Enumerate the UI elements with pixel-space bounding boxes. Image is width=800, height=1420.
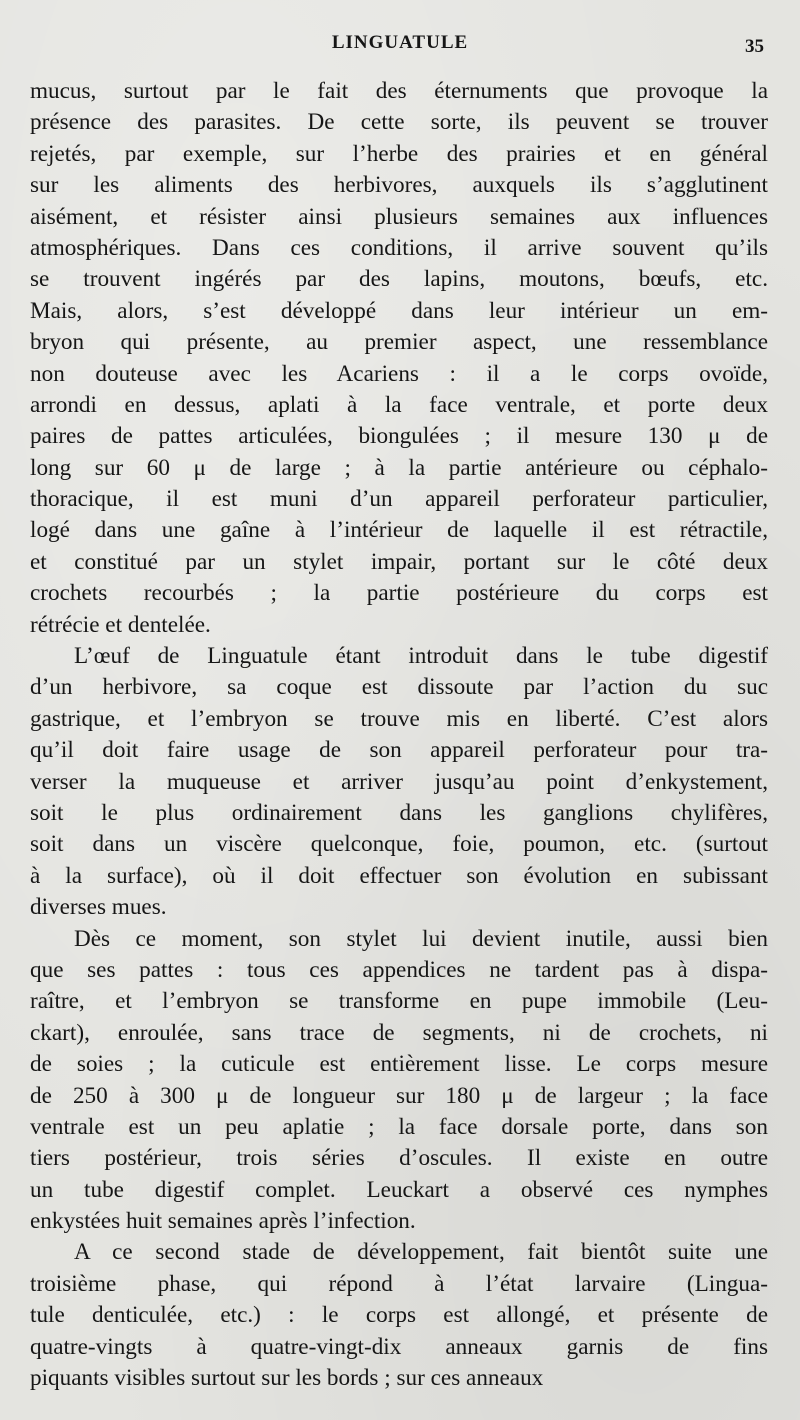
paragraph (30, 924, 768, 1238)
text-line: quatre-vingts à quatre-vingt-dix anneaux garnis de fins (30, 1333, 768, 1360)
paragraph (30, 76, 768, 641)
running-title: LINGUATULE (331, 32, 469, 53)
text-line: sur les aliments des herbivores, auxquels ils s’agglutinent (30, 172, 768, 199)
text-line: diverses mues. (30, 894, 167, 921)
text-line: gastrique, et l’embryon se trouve mis en liberté. C’est alors (30, 705, 768, 732)
text-line: de soies ; la cuticule est entièrement lisse. Le corps mesure (30, 1051, 768, 1078)
text-line: rétrécie et dentelée. (30, 611, 211, 638)
text-line: un tube digestif complet. Leuckart a observé ces nymphes (30, 1176, 768, 1203)
text-line: que ses pattes : tous ces appendices ne tardent pas à dispa- (30, 956, 768, 983)
text-line: long sur 60 μ de large ; à la partie antérieure ou céphalo- (30, 454, 768, 481)
text-line: non douteuse avec les Acariens : il a le corps ovoïde, (30, 360, 768, 387)
text-line: de 250 à 300 μ de longueur sur 180 μ de largeur ; la face (30, 1082, 768, 1109)
text-line: atmosphériques. Dans ces conditions, il arrive souvent qu’ils (30, 234, 768, 261)
text-line: Dès ce moment, son stylet lui devient inutile, aussi bien (74, 925, 768, 952)
paragraph (30, 641, 768, 924)
text-line: arrondi en dessus, aplati à la face ventrale, et porte deux (30, 391, 768, 418)
page-number: 35 (745, 36, 764, 57)
text-line: troisième phase, qui répond à l’état larvaire (Lingua- (30, 1270, 768, 1297)
text-line: piquants visibles surtout sur les bords ; sur ces anneaux (30, 1365, 544, 1392)
text-line: mucus, surtout par le fait des éternuments que provoque la (30, 78, 768, 104)
text-line: A ce second stade de développement, fait bientôt suite une (74, 1239, 768, 1266)
text-line: rejetés, par exemple, sur l’herbe des prairies et en général (30, 140, 768, 167)
text-line: bryon qui présente, au premier aspect, une ressemblance (30, 329, 768, 356)
text-line: tiers postérieur, trois séries d’oscules. Il existe en outre (30, 1145, 768, 1172)
text-line: ventrale est un peu aplatie ; la face dorsale porte, dans son (30, 1113, 768, 1140)
text-line: ckart), enroulée, sans trace de segments, ni de crochets, ni (30, 1019, 768, 1046)
text-line: logé dans une gaîne à l’intérieur de laquelle il est rétractile, (30, 517, 768, 544)
text-line: raître, et l’embryon se transforme en pupe immobile (Leu- (30, 988, 768, 1015)
text-line: soit dans un viscère quelconque, foie, poumon, etc. (surtout (30, 831, 768, 858)
text-line: présence des parasites. De cette sorte, ils peuvent se trouver (30, 109, 768, 136)
text-line: Mais, alors, s’est développé dans leur intérieur un em- (30, 297, 768, 324)
text-line: enkystées huit semaines après l’infection. (30, 1208, 416, 1235)
text-line: aisément, et résister ainsi plusieurs semaines aux influences (30, 203, 768, 230)
text-line: tule denticulée, etc.) : le corps est allongé, et présente de (30, 1302, 768, 1329)
text-line: thoracique, il est muni d’un appareil perforateur particulier, (30, 486, 768, 513)
text-line: soit le plus ordinairement dans les ganglions chylifères, (30, 799, 768, 826)
text-line: se trouvent ingérés par des lapins, moutons, bœufs, etc. (30, 266, 768, 293)
text-line: qu’il doit faire usage de son appareil perforateur pour tra- (30, 737, 768, 764)
body-text (30, 76, 768, 1394)
text-line: et constitué par un stylet impair, portant sur le côté deux (30, 548, 768, 575)
text-line: à la surface), où il doit effectuer son évolution en subissant (30, 862, 768, 889)
text-line: crochets recourbés ; la partie postérieure du corps est (30, 580, 768, 607)
text-line: d’un herbivore, sa coque est dissoute par l’action du suc (30, 674, 768, 701)
text-line: L’œuf de Linguatule étant introduit dans le tube digestif (74, 643, 768, 670)
text-line: paires de pattes articulées, biongulées ; il mesure 130 μ de (30, 423, 768, 450)
paragraph (30, 1237, 768, 1394)
text-line: verser la muqueuse et arriver jusqu’au point d’enkystement, (30, 768, 768, 795)
running-header (0, 32, 800, 62)
